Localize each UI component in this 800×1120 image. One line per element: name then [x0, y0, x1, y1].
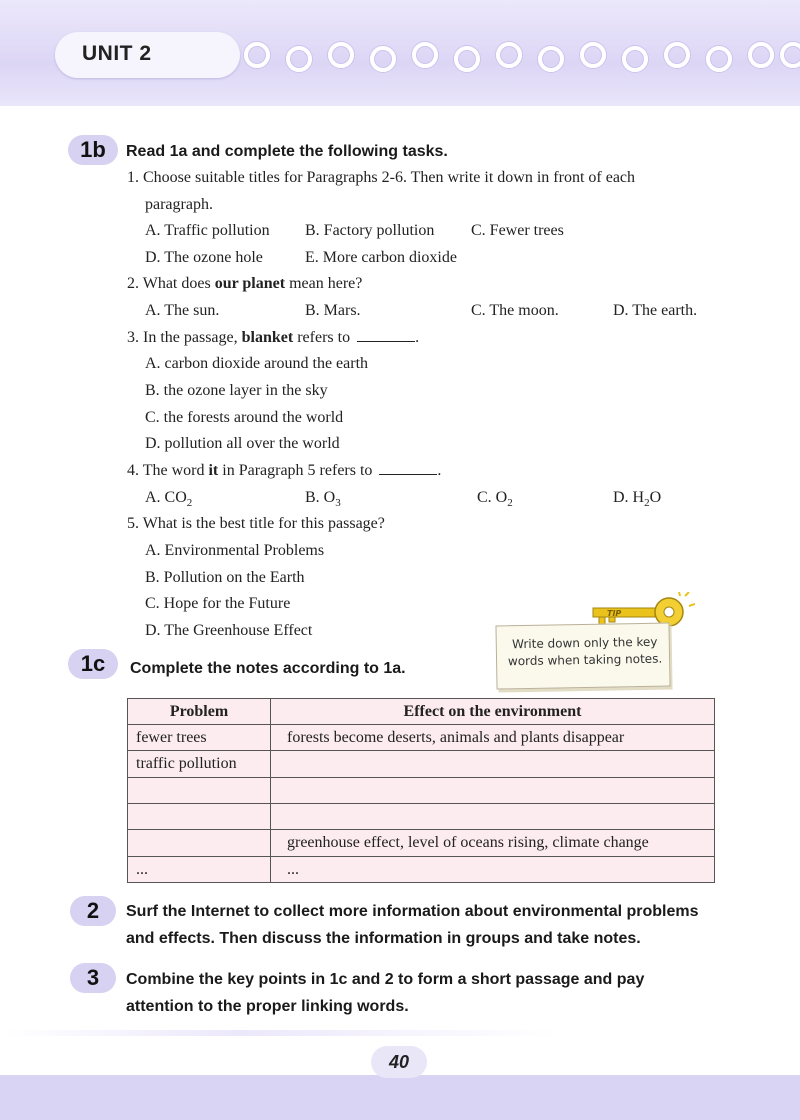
table-cell: fewer trees — [128, 725, 271, 751]
section-title-1b: Read 1a and complete the following tasks. — [126, 143, 448, 160]
q2-option-d: D. The earth. — [613, 302, 698, 319]
q5-question: 5. What is the best title for this passage? — [127, 515, 385, 532]
decorative-rings — [238, 36, 800, 76]
page-number: 40 — [371, 1046, 427, 1078]
table-cell[interactable] — [271, 778, 715, 804]
q1-line2: paragraph. — [145, 196, 213, 213]
q3-option-c: C. the forests around the world — [145, 409, 344, 426]
q4-question: 4. The word it in Paragraph 5 refers to . — [127, 462, 442, 479]
ring-icon — [412, 42, 438, 68]
q3-option-b: B. the ozone layer in the sky — [145, 382, 328, 399]
q2-option-c: C. The moon. — [471, 302, 559, 319]
section-badge-3: 3 — [70, 963, 116, 993]
section-3-line1: Combine the key points in 1c and 2 to form a short passage and pay — [126, 971, 645, 988]
q4-option-d: D. $H_2O$ — [613, 489, 662, 510]
ring-icon — [244, 42, 270, 68]
q5-option-b: B. Pollution on the Earth — [145, 569, 305, 586]
q1-option-d: D. The ozone hole — [145, 249, 263, 266]
table-header: Effect on the environment — [271, 699, 715, 725]
ring-icon — [622, 46, 648, 72]
table-header-row — [128, 699, 715, 725]
table-cell[interactable] — [271, 751, 715, 778]
ring-icon — [454, 46, 480, 72]
table-cell: ... — [271, 857, 715, 883]
ring-icon — [370, 46, 396, 72]
q4-option-b: B. $O_3$ — [305, 489, 341, 510]
table-header: Problem — [128, 699, 271, 725]
table-cell[interactable] — [128, 778, 271, 804]
table-row — [128, 857, 715, 883]
table-row — [128, 804, 715, 830]
q1-option-e: E. More carbon dioxide — [305, 249, 457, 266]
section-2-line1: Surf the Internet to collect more information about environmental problems — [126, 903, 699, 920]
ring-icon — [538, 46, 564, 72]
q2-question: 2. What does our planet mean here? — [127, 275, 363, 292]
q3-option-a: A. carbon dioxide around the earth — [145, 355, 369, 372]
table-row — [128, 725, 715, 751]
q3-question: 3. In the passage, blanket refers to . — [127, 329, 420, 346]
ring-icon — [286, 46, 312, 72]
q5-option-c: C. Hope for the Future — [145, 595, 291, 612]
table-cell: forests become deserts, animals and plants disappear — [271, 725, 715, 751]
ring-icon — [496, 42, 522, 68]
answer-blank[interactable] — [357, 327, 415, 342]
ring-icon — [748, 42, 774, 68]
ring-icon — [580, 42, 606, 68]
section-badge-2: 2 — [70, 896, 116, 926]
q1-line1: 1. Choose suitable titles for Paragraphs 2-6. Then write it down in front of each — [127, 169, 636, 186]
answer-blank[interactable] — [379, 460, 437, 475]
table-row — [128, 751, 715, 778]
table-cell[interactable] — [128, 804, 271, 830]
ring-icon — [780, 42, 800, 68]
q1-option-a: A. Traffic pollution — [145, 222, 270, 239]
table-cell[interactable] — [271, 804, 715, 830]
q2-option-a: A. The sun. — [145, 302, 220, 319]
q3-option-d: D. pollution all over the world — [145, 435, 340, 452]
ring-icon — [664, 42, 690, 68]
ring-icon — [328, 42, 354, 68]
table-cell: traffic pollution — [128, 751, 271, 778]
notes-table — [127, 698, 715, 883]
q4-option-a: A. $CO_2$ — [145, 489, 193, 510]
tip-note — [495, 622, 670, 689]
section-2-line2: and effects. Then discuss the information in groups and take notes. — [126, 930, 641, 947]
table-cell[interactable] — [128, 830, 271, 857]
footer-divider — [0, 1030, 800, 1036]
section-badge-1b: 1b — [68, 135, 118, 165]
tip-label: TIP — [607, 609, 622, 618]
q1-option-c: C. Fewer trees — [471, 222, 564, 239]
q5-option-d: D. The Greenhouse Effect — [145, 622, 313, 639]
ring-icon — [706, 46, 732, 72]
unit-title: UNIT 2 — [82, 42, 152, 65]
page-header — [0, 0, 800, 106]
tip-text: Write down only the key words when taking notes. — [507, 634, 663, 669]
table-row — [128, 778, 715, 804]
section-badge-1c: 1c — [68, 649, 118, 679]
q5-option-a: A. Environmental Problems — [145, 542, 325, 559]
table-row — [128, 830, 715, 857]
table-cell: ... — [128, 857, 271, 883]
q2-option-b: B. Mars. — [305, 302, 361, 319]
section-3-line2: attention to the proper linking words. — [126, 998, 409, 1015]
q4-option-c: C. $O_2$ — [477, 489, 513, 510]
q1-option-b: B. Factory pollution — [305, 222, 435, 239]
section-title-1c: Complete the notes according to 1a. — [130, 660, 406, 677]
table-cell: greenhouse effect, level of oceans rising, climate change — [271, 830, 715, 857]
page-footer — [0, 1075, 800, 1120]
